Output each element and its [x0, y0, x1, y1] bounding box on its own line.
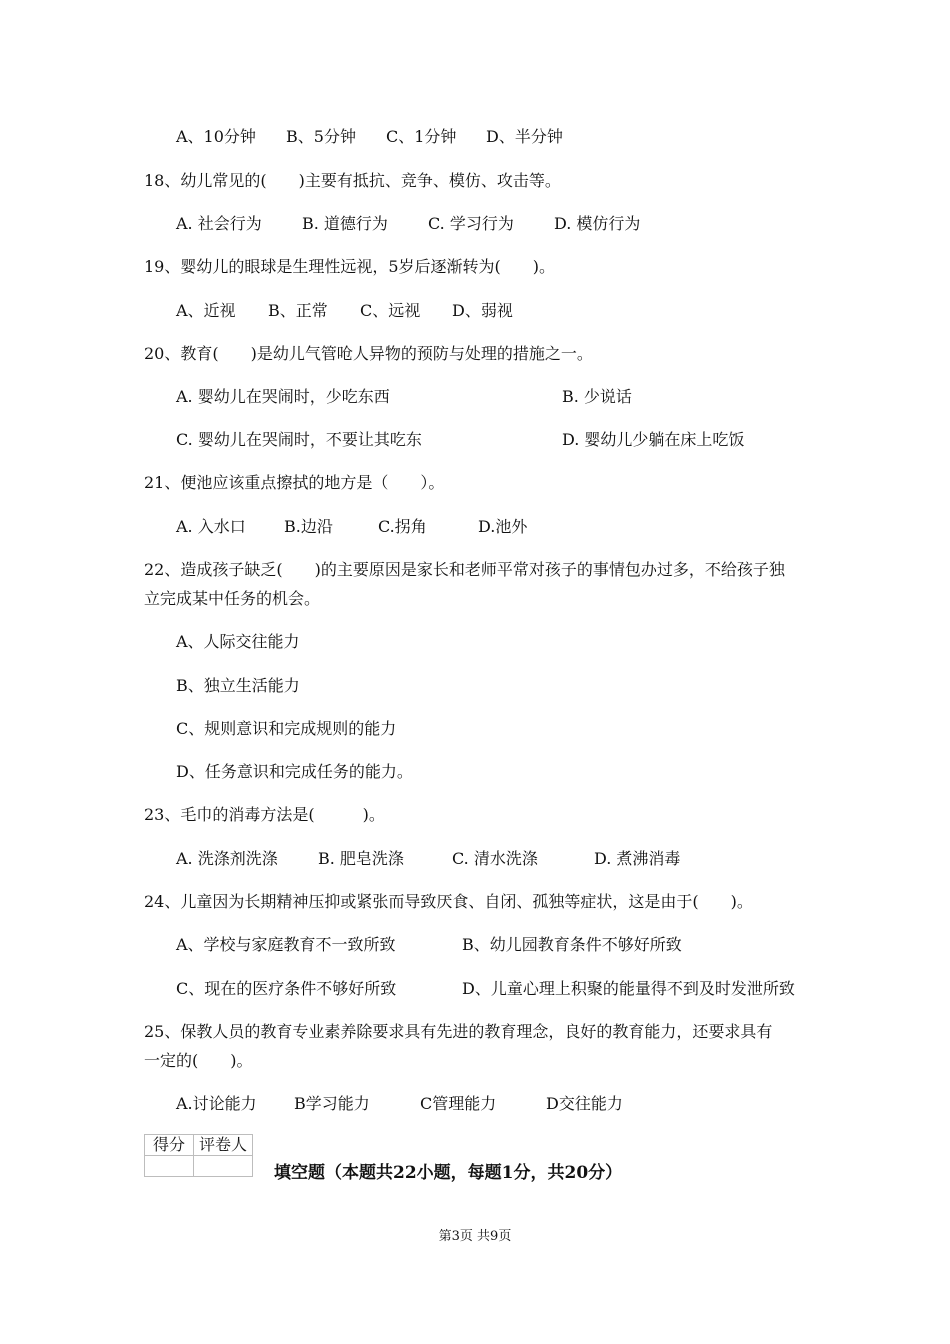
q19-option-a: A、近视	[176, 301, 236, 320]
q19-option-d: D、弱视	[452, 301, 513, 320]
q17-option-d: D、半分钟	[486, 127, 563, 146]
q17-option-a: A、10分钟	[176, 127, 256, 146]
q23-stem: 23、毛巾的消毒方法是( )。	[144, 805, 385, 824]
section-title: 填空题（本题共22小题，每题1分，共20分）	[274, 1163, 623, 1183]
q20-option-c: C. 婴幼儿在哭闹时，不要让其吃东	[176, 430, 422, 449]
q18-option-c: C. 学习行为	[428, 214, 514, 233]
q25-option-b: B学习能力	[294, 1094, 370, 1113]
q21-option-c: C.拐角	[378, 517, 427, 536]
q21-option-a: A. 入水口	[176, 517, 246, 536]
q25-stem-line2: 一定的( )。	[144, 1051, 253, 1070]
q24-option-c: C、现在的医疗条件不够好所致	[176, 979, 397, 998]
page-footer: 第3页 共9页	[438, 1229, 512, 1244]
q20-stem: 20、教育( )是幼儿气管呛人异物的预防与处理的措施之一。	[144, 344, 593, 363]
q24-option-a: A、学校与家庭教育不一致所致	[176, 935, 396, 954]
q23-option-c: C. 清水洗涤	[452, 849, 538, 868]
grader-label: 评卷人	[194, 1135, 253, 1156]
q23-option-b: B. 肥皂洗涤	[318, 849, 404, 868]
q24-option-b: B、幼儿园教育条件不够好所致	[462, 935, 682, 954]
q20-option-d: D. 婴幼儿少躺在床上吃饭	[562, 430, 745, 449]
score-cell	[145, 1156, 194, 1177]
q22-stem-line1: 22、造成孩子缺乏( )的主要原因是家长和老师平常对孩子的事情包办过多，不给孩子独	[144, 560, 785, 579]
q23-option-d: D. 煮沸消毒	[594, 849, 681, 868]
q24-option-d: D、儿童心理上积聚的能量得不到及时发泄所致	[462, 979, 795, 998]
q25-option-a: A.讨论能力	[176, 1094, 257, 1113]
q25-option-c: C管理能力	[420, 1094, 497, 1113]
grader-cell	[194, 1156, 253, 1177]
q22-stem-line2: 立完成某中任务的机会。	[144, 589, 321, 608]
q18-option-d: D. 模仿行为	[554, 214, 641, 233]
score-box	[144, 1134, 253, 1177]
q22-option-d: D、任务意识和完成任务的能力。	[176, 762, 413, 781]
score-label: 得分	[145, 1135, 194, 1156]
q20-option-a: A. 婴幼儿在哭闹时，少吃东西	[176, 387, 390, 406]
q19-option-b: B、正常	[268, 301, 328, 320]
q19-option-c: C、远视	[360, 301, 421, 320]
q18-stem: 18、幼儿常见的( )主要有抵抗、竞争、模仿、攻击等。	[144, 171, 561, 190]
q21-option-d: D.池外	[478, 517, 528, 536]
q20-option-b: B. 少说话	[562, 387, 632, 406]
q22-option-b: B、独立生活能力	[176, 676, 300, 695]
q21-stem: 21、便池应该重点擦拭的地方是（ ）。	[144, 473, 445, 492]
q23-option-a: A. 洗涤剂洗涤	[176, 849, 278, 868]
q19-stem: 19、婴幼儿的眼球是生理性远视，5岁后逐渐转为( )。	[144, 257, 556, 276]
q25-option-d: D交往能力	[546, 1094, 623, 1113]
q18-option-b: B. 道德行为	[302, 214, 388, 233]
q18-option-a: A. 社会行为	[176, 214, 262, 233]
q17-option-b: B、5分钟	[286, 127, 356, 146]
q22-option-c: C、规则意识和完成规则的能力	[176, 719, 397, 738]
q22-option-a: A、人际交往能力	[176, 632, 300, 651]
q24-stem: 24、儿童因为长期精神压抑或紧张而导致厌食、自闭、孤独等症状，这是由于( )。	[144, 892, 753, 911]
q17-option-c: C、1分钟	[386, 127, 457, 146]
q25-stem-line1: 25、保教人员的教育专业素养除要求具有先进的教育理念，良好的教育能力，还要求具有	[144, 1022, 773, 1041]
q21-option-b: B.边沿	[284, 517, 333, 536]
